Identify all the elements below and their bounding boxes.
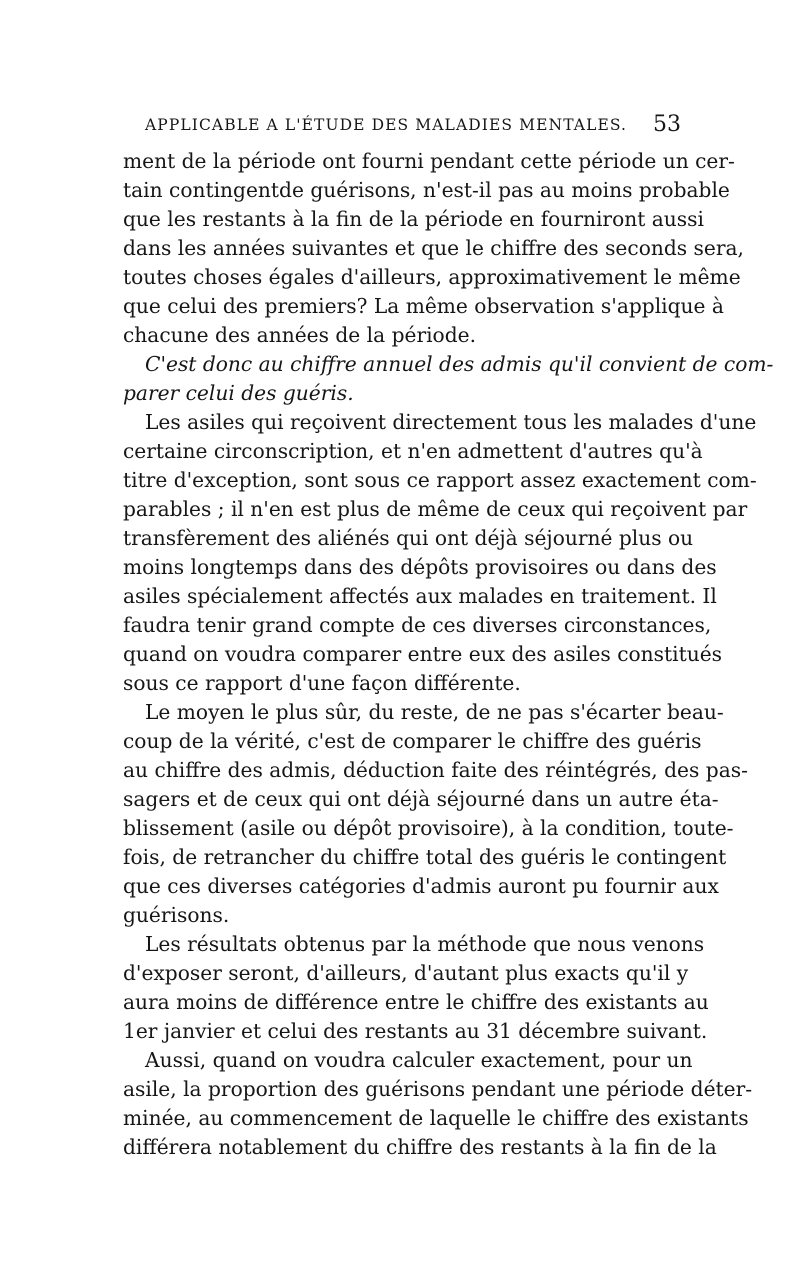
text-line: faudra tenir grand compte de ces diverses circonstances, [123,613,712,637]
text-line: tain contingentde guérisons, n'est-il pas au moins probable [123,178,730,202]
text-line: que ces diverses catégories d'admis auront pu fournir aux [123,874,719,898]
text-line: Les asiles qui reçoivent directement tous les malades d'une [145,410,757,434]
text-line: moins longtemps dans des dépôts provisoires ou dans des [123,555,717,579]
text-line: minée, au commencement de laquelle le chiffre des existants [123,1106,749,1130]
text-line: d'exposer seront, d'ailleurs, d'autant plus exacts qu'il y [123,961,689,985]
text-line: sous ce rapport d'une façon différente. [123,671,521,695]
text-line: Le moyen le plus sûr, du reste, de ne pas s'écarter beau- [145,700,724,724]
text-line-italic: C'est donc au chiffre annuel des admis qu'il convient de com- [145,352,774,376]
text-line: aura moins de différence entre le chiffre des existants au [123,990,709,1014]
text-line: différera notablement du chiffre des restants à la fin de la [123,1135,717,1159]
text-line: blissement (asile ou dépôt provisoire), à la condition, toute- [123,816,734,840]
page-number: 53 [653,112,681,137]
text-line: asiles spécialement affectés aux malades en traitement. Il [123,584,717,608]
text-line: sagers et de ceux qui ont déjà séjourné dans un autre éta- [123,787,719,811]
text-line: que les restants à la fin de la période en fourniront aussi [123,207,704,231]
text-line: chacune des années de la période. [123,323,476,347]
text-line: fois, de retrancher du chiffre total des guéris le contingent [123,845,727,869]
running-head [123,112,683,138]
text-line: parables ; il n'en est plus de même de ceux qui reçoivent par [123,497,748,521]
text-line: quand on voudra comparer entre eux des asiles constitués [123,642,723,666]
text-line: ment de la période ont fourni pendant cette période un cer- [123,149,735,173]
text-line: dans les années suivantes et que le chiffre des seconds sera, [123,236,744,260]
running-title: APPLICABLE A L'ÉTUDE DES MALADIES MENTALES. [145,116,628,134]
text-line: Les résultats obtenus par la méthode que nous venons [145,932,705,956]
text-line: guérisons. [123,903,230,927]
text-line: certaine circonscription, et n'en admettent d'autres qu'à [123,439,703,463]
text-line: au chiffre des admis, déduction faite des réintégrés, des pas- [123,758,748,782]
text-line: coup de la vérité, c'est de comparer le chiffre des guéris [123,729,702,753]
text-line: titre d'exception, sont sous ce rapport assez exactement com- [123,468,757,492]
text-line: asile, la proportion des guérisons pendant une période déter- [123,1077,753,1101]
text-line: que celui des premiers? La même observation s'applique à [123,294,724,318]
text-line: Aussi, quand on voudra calculer exactement, pour un [145,1048,693,1072]
text-line: toutes choses égales d'ailleurs, approximativement le même [123,265,741,289]
text-line: 1er janvier et celui des restants au 31 décembre suivant. [123,1019,708,1043]
text-line-italic: parer celui des guéris. [123,381,354,405]
text-line: transfèrement des aliénés qui ont déjà séjourné plus ou [123,526,694,550]
